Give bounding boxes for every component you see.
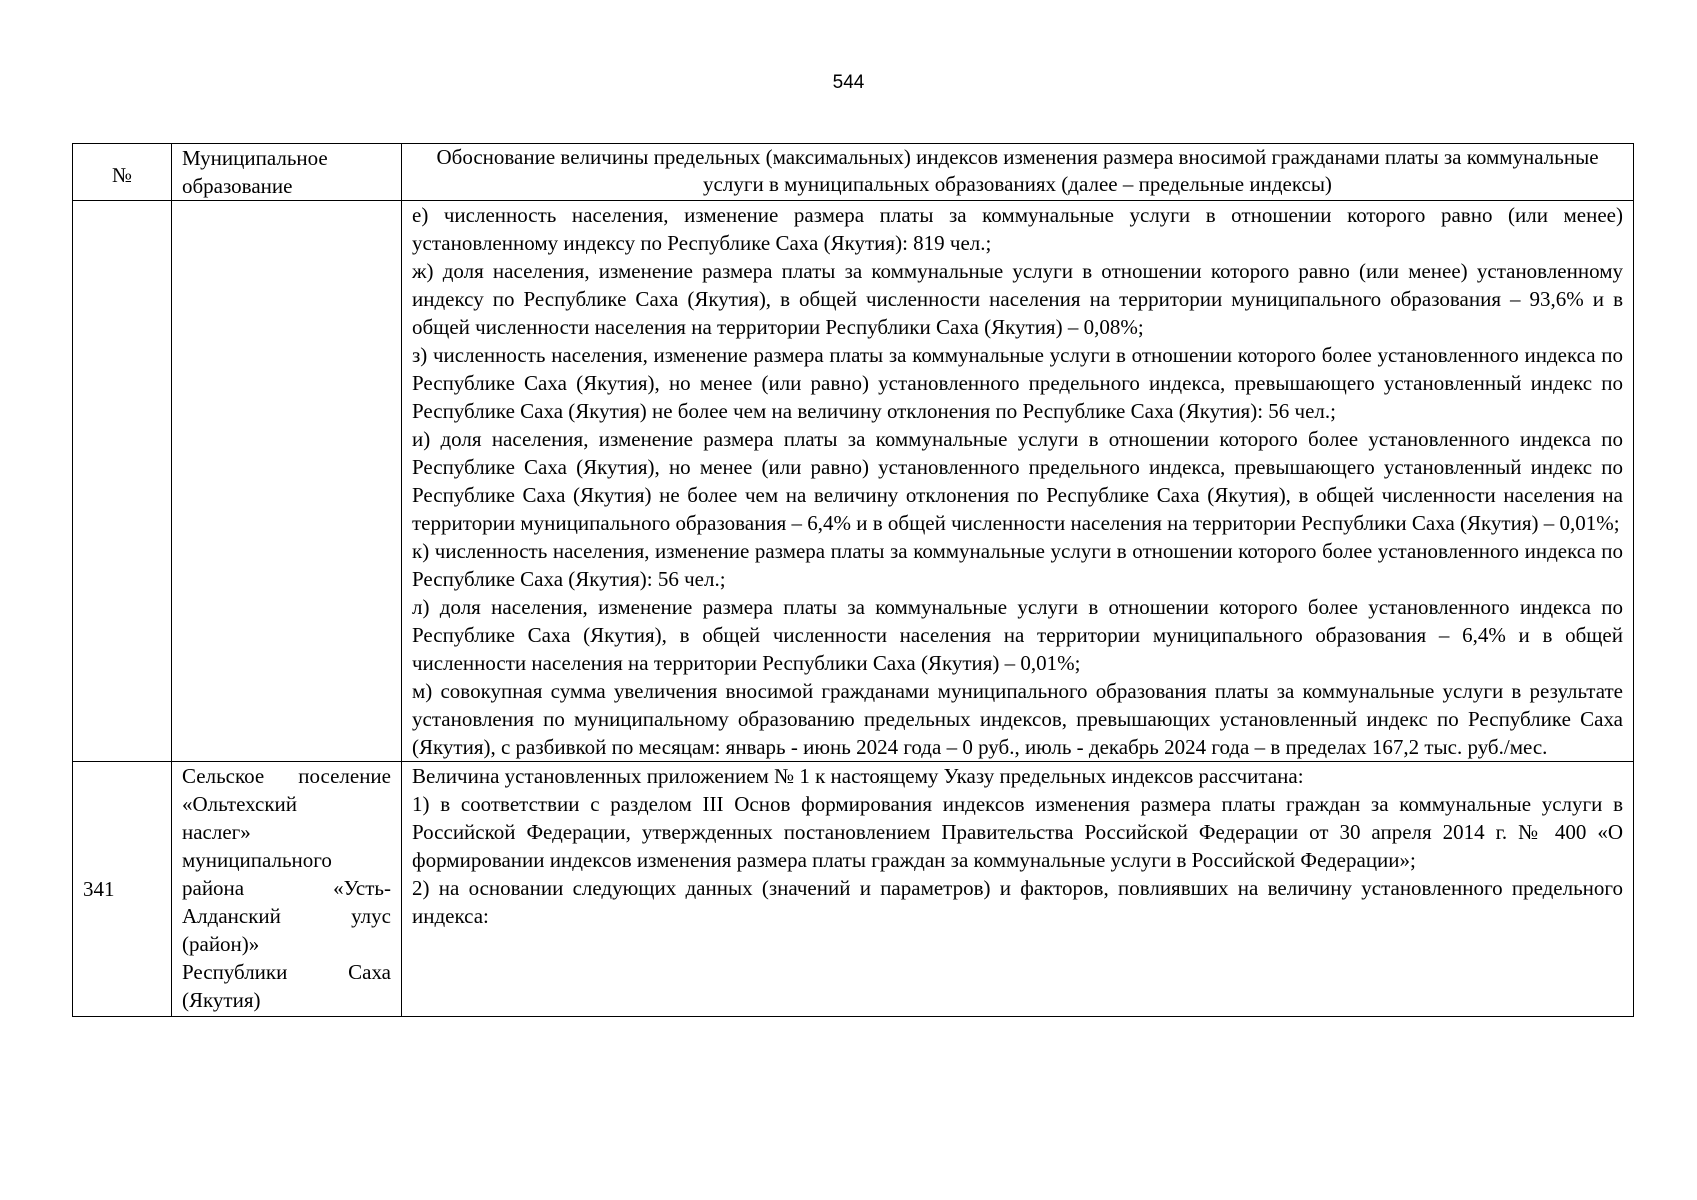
page-number: 544 [832,72,865,93]
header-number: № [73,144,172,201]
row-number-cell [73,201,172,762]
municipality-line: (район)» [182,932,260,956]
municipality-line: Сельское поселение [182,764,391,788]
municipality-line: (Якутия) [182,988,261,1012]
justification-paragraph: з) численность населения, изменение размера платы за коммунальные услуги в отношении которого более установленного индекса по Республике Саха (Якутия), но менее (или равно) установленного предельного индекса, превышающего установленный индекс по Республике Саха (Якутия) не более чем на величину отклонения по Республике Саха (Якутия): 56 чел.; [412,343,1623,423]
row-municipality-cell [172,762,402,1017]
row-municipality-cell [172,201,402,762]
table-row [73,201,1634,762]
justification-paragraph: м) совокупная сумма увеличения вносимой гражданами муниципального образования платы за коммунальные услуги в результате установления по муниципальному образованию предельных индексов, превышающих установленный индекс по Республике Саха (Якутия), с разбивкой по месяцам: январь - июнь 2024 года – 0 руб., июль - декабрь 2024 года – в пределах 167,2 тыс. руб./мес. [412,679,1623,759]
municipality-line: Алданский улус [182,904,391,928]
row-justification-cell [402,762,1634,1017]
justification-paragraph: Величина установленных приложением № 1 к настоящему Указу предельных индексов рассчитана: [412,764,1304,788]
municipality-line: Республики Саха [182,960,391,984]
municipality-line: муниципального [182,848,332,872]
municipality-line: района «Усть- [182,876,391,900]
table-row [73,762,1634,1017]
header-municipality: Муниципальное образование [172,144,402,201]
row-number-cell: 341 [73,762,172,1017]
table-header-row [73,144,1634,201]
justification-paragraph: 2) на основании следующих данных (значений и параметров) и факторов, повлиявших на величину установленного предельного индекса: [412,876,1623,928]
header-justification: Обоснование величины предельных (максимальных) индексов изменения размера вносимой гражданами платы за коммунальные услуги в муниципальных образованиях (далее – предельные индексы) [402,144,1634,201]
justification-paragraph: к) численность населения, изменение размера платы за коммунальные услуги в отношении которого более установленного индекса по Республике Саха (Якутия): 56 чел.; [412,539,1623,591]
municipality-line: наслег» [182,820,251,844]
municipality-line: «Ольтехский [182,792,298,816]
justification-paragraph: и) доля населения, изменение размера платы за коммунальные услуги в отношении которого более установленного индекса по Республике Саха (Якутия), но менее (или равно) установленного предельного индекса, превышающего установленный индекс по Республике Саха (Якутия) не более чем на величину отклонения по Республике Саха (Якутия), в общей численности населения на территории муниципального образования – 6,4% и в общей численности населения на территории Республики Саха (Якутия) – 0,01%; [412,427,1623,535]
justification-paragraph: 1) в соответствии с разделом III Основ формирования индексов изменения размера платы граждан за коммунальные услуги в Российской Федерации, утвержденных постановлением Правительства Российской Федерации от 30 апреля 2014 г. № 400 «О формировании индексов изменения размера платы граждан за коммунальные услуги в Российской Федерации»; [412,792,1623,872]
justification-paragraph: ж) доля населения, изменение размера платы за коммунальные услуги в отношении которого равно (или менее) установленному индексу по Республике Саха (Якутия), в общей численности населения на территории муниципального образования – 93,6% и в общей численности населения на территории Республики Саха (Якутия) – 0,08%; [412,259,1623,339]
justification-paragraph: л) доля населения, изменение размера платы за коммунальные услуги в отношении которого более установленного индекса по Республике Саха (Якутия), в общей численности населения на территории муниципального образования – 6,4% и в общей численности населения на территории Республики Саха (Якутия) – 0,01%; [412,595,1623,675]
justification-paragraph: е) численность населения, изменение размера платы за коммунальные услуги в отношении которого равно (или менее) установленному индексу по Республике Саха (Якутия): 819 чел.; [412,203,1623,255]
row-justification-cell [402,201,1634,762]
indices-table [72,143,1634,1017]
